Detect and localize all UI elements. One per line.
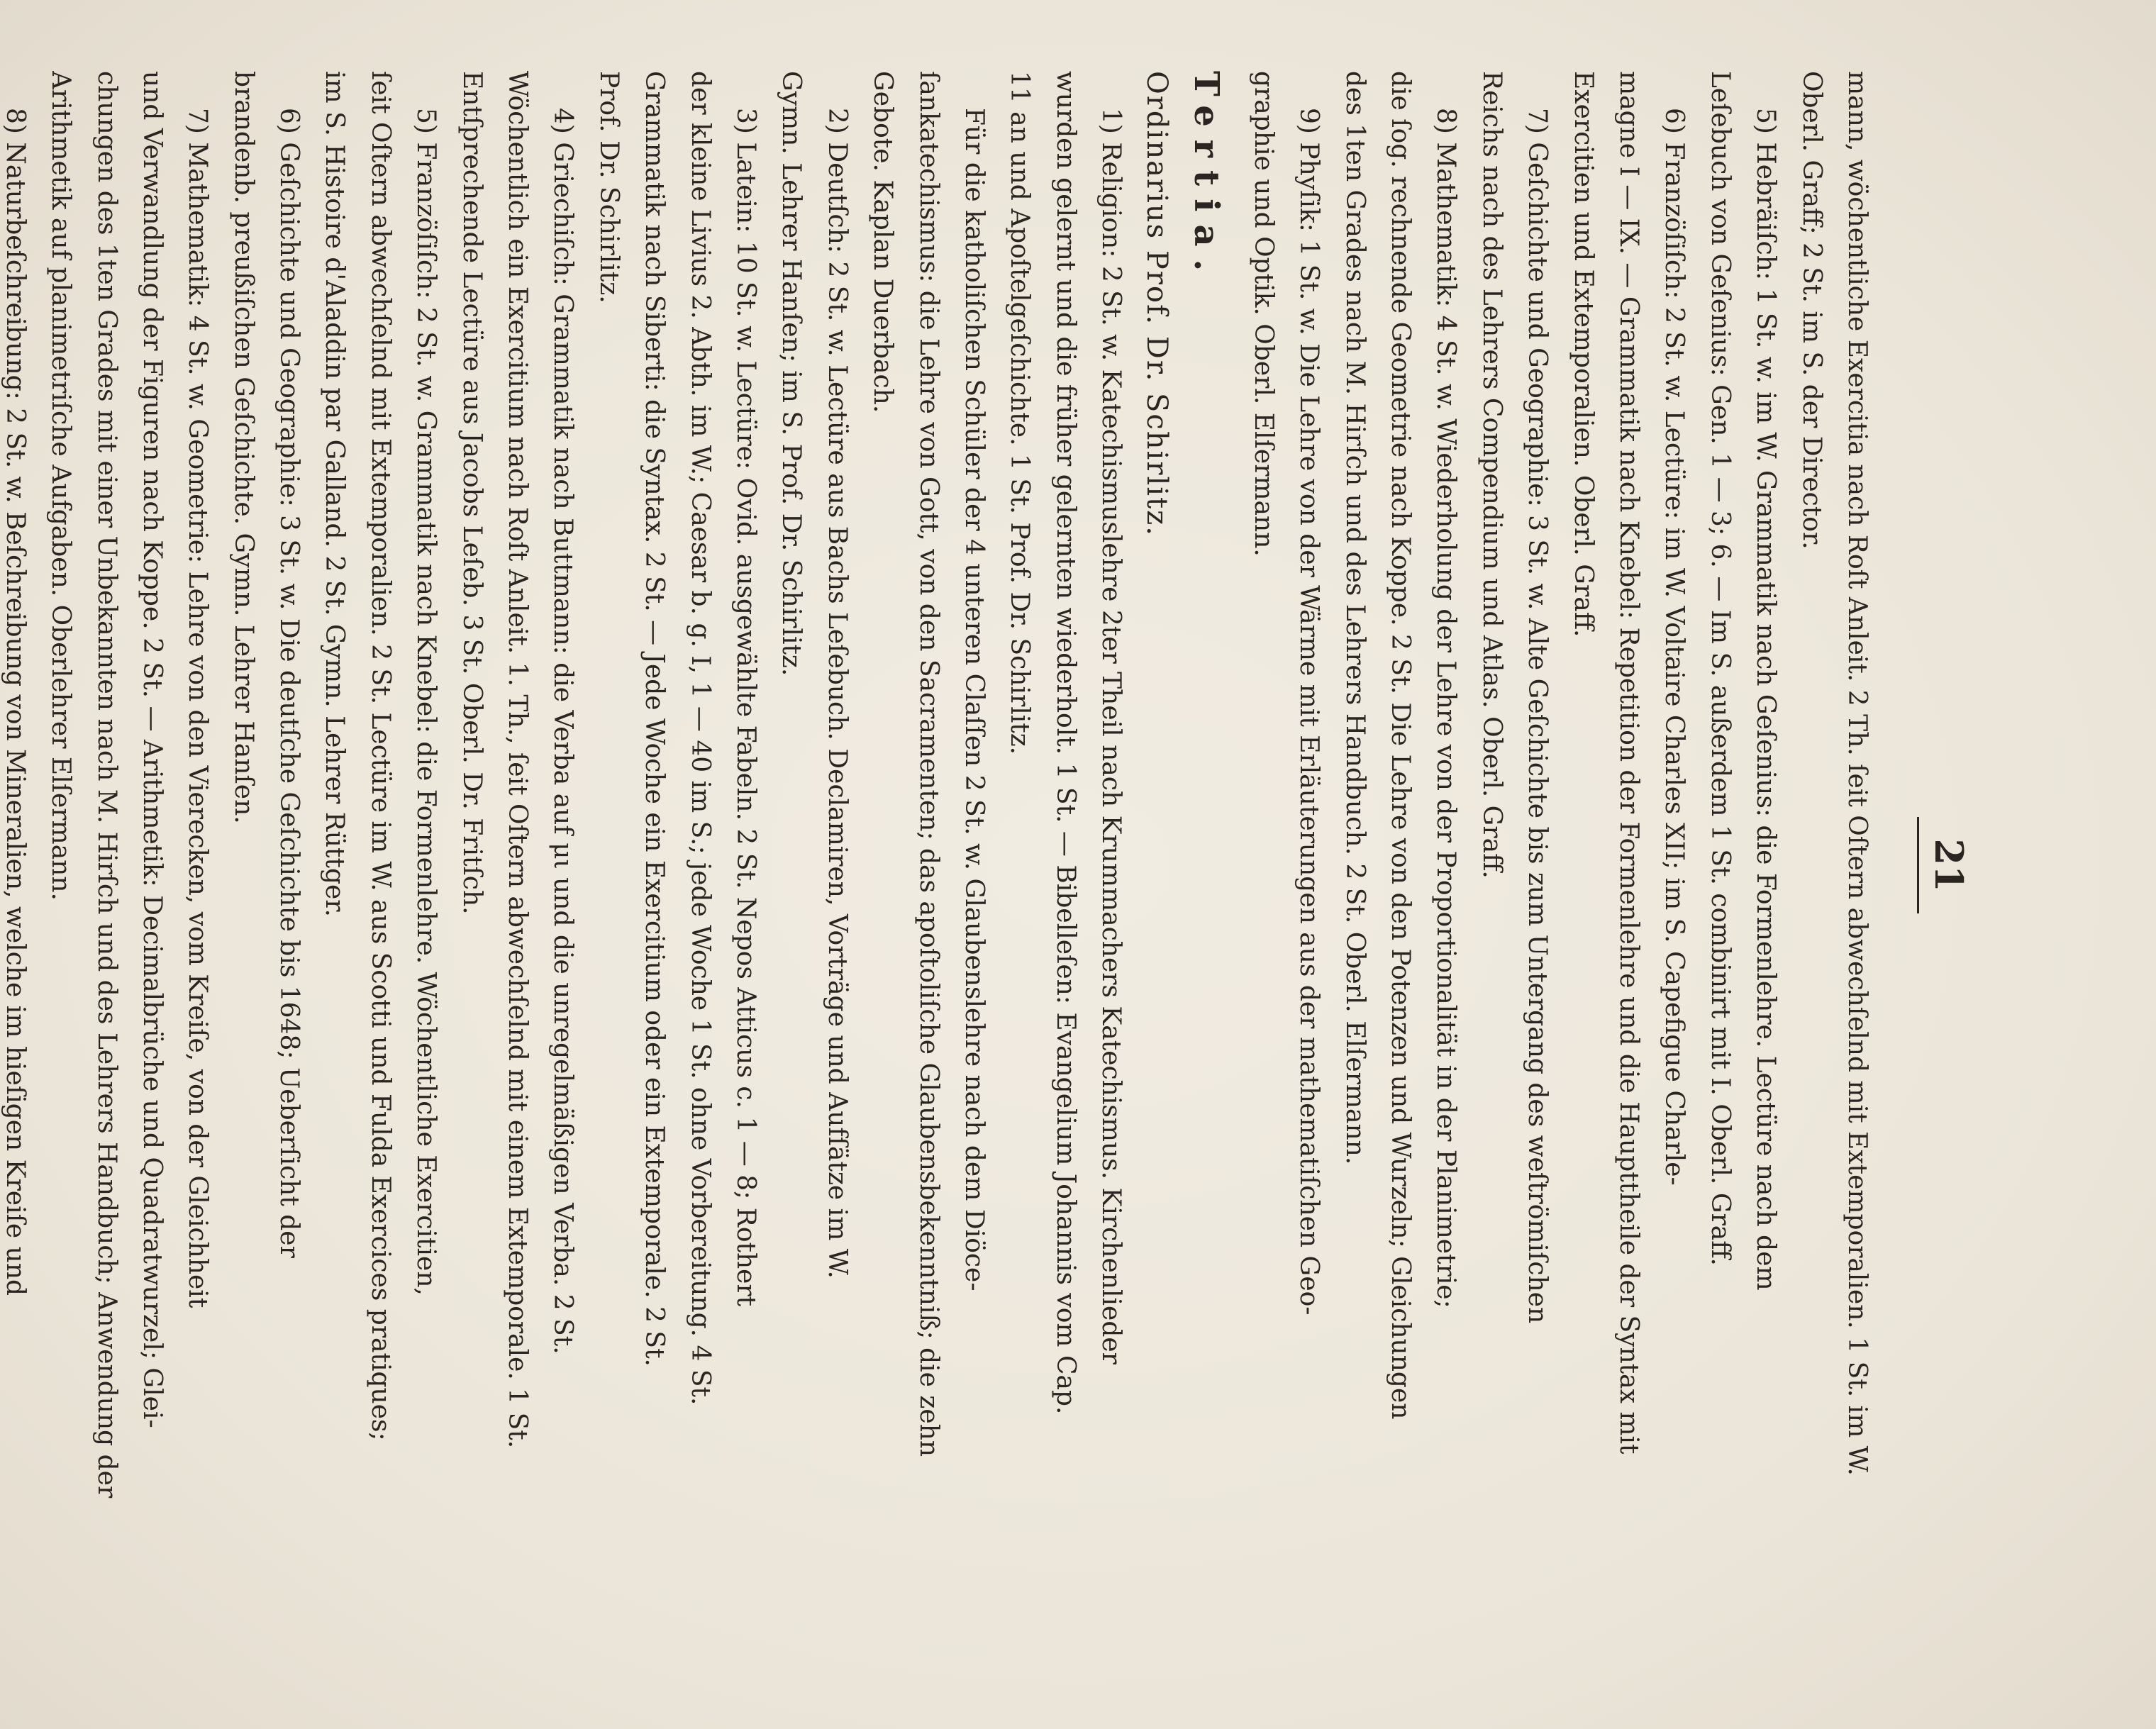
text-line: der kleine Livius 2. Abth. im W.; Caesar b. g. I, 1 — 40 im S.; jede Woche 1 St. ohne Vorbereitung. 4 St. — [685, 71, 715, 1406]
text-line: die ſog. rechnende Geometrie nach Koppe. 2 St. Die Lehre von den Potenzen und Wurzeln; Gleichungen — [1386, 71, 1416, 1420]
text-line: brandenb. preußiſchen Geſchichte. Gymn. Lehrer Hanſen. — [228, 71, 258, 824]
text-line: Grammatik nach Siberti: die Syntax. 2 St. — Jede Woche ein Exercitium oder ein Extemporale. 2 St. — [640, 71, 669, 1367]
text-line: ſeit Oſtern abwechſelnd mit Extemporalien. 2 St. Lectüre im W. aus Scotti und Fulda Exercices pratiques; — [365, 71, 395, 1441]
text-line: 11 an und Apoſtelgeſchichte. 1 St. Prof. Dr. Schirlitz. — [1005, 71, 1035, 755]
text-line: Reichs nach des Lehrers Compendium und Atlas. Oberl. Graff. — [1477, 71, 1506, 879]
text-line: Arithmetik auf planimetriſche Aufgaben. Oberlehrer Elſermann. — [46, 71, 76, 901]
page-number-container — [1917, 71, 1972, 1659]
text-line: 1) Religion: 2 St. w. Katechismuslehre 2ter Theil nach Krummachers Katechismus. Kirchenlieder — [1096, 108, 1126, 1364]
page-number: 21 — [1917, 817, 1972, 913]
text-line: 4) Griechiſch: Grammatik nach Buttmann: die Verba auf μι und die unregelmäßigen Verba. 2 St. — [548, 108, 578, 1355]
text-line: 8) Naturbeſchreibung: 2 St. w. Beſchreibung von Mineralien, welche im hieſigen Kreiſe und — [0, 108, 30, 1296]
text-line: 6) Geſchichte und Geographie: 3 St. w. Die deutſche Geſchichte bis 1648; Ueberſicht der — [274, 108, 304, 1258]
text-line: Oberl. Graff; 2 St. im S. der Director. — [1796, 71, 1826, 550]
text-line: 5) Franzöſiſch: 2 St. w. Grammatik nach Knebel: die Formenlehre. Wöchentliche Exercitien, — [411, 108, 441, 1296]
text-line: 2) Deutſch: 2 St. w. Lectüre aus Bachs Leſebuch. Declamiren, Vorträge und Aufſätze im W. — [822, 108, 852, 1279]
text-line: Exercitien und Extemporalien. Oberl. Graff. — [1568, 71, 1598, 638]
text-line: graphie und Optik. Oberl. Elſermann. — [1248, 71, 1278, 557]
section-subtitle: Ordinarius Prof. Dr. Schirlitz. — [1140, 71, 1173, 537]
text-line: chungen des 1ten Grades mit einer Unbekannten nach M. Hirſch und des Lehrers Handbuch; Anwendung der — [91, 71, 121, 1499]
text-line: Prof. Dr. Schirlitz. — [594, 71, 623, 304]
section-title: Tertia. — [1186, 71, 1226, 284]
text-line: Leſebuch von Geſenius: Gen. 1 — 3; 6. — Im S. außerdem 1 St. combinirt mit I. Oberl. Graff. — [1705, 71, 1735, 1266]
rotated-text-block — [0, 71, 1986, 1659]
text-line: 8) Mathematik: 4 St. w. Wiederholung der Lehre von der Proportionalität in der Planimetrie; — [1431, 108, 1461, 1308]
text-line: mann, wöchentliche Exercitia nach Roſt Anleit. 2 Th. ſeit Oſtern abwechſelnd mit Extemporalien. 1 St. im W. — [1843, 71, 1872, 1476]
text-line: 3) Latein: 10 St. w. Lectüre: Ovid. ausgewählte Fabeln. 2 St. Nepos Atticus c. 1 — 8; Rothert — [731, 108, 761, 1307]
text-line: des 1ten Grades nach M. Hirſch und des Lehrers Handbuch. 2 St. Oberl. Elſermann. — [1340, 71, 1369, 1165]
text-line: im S. Histoire d'Aladdin par Galland. 2 St. Gymn. Lehrer Rüttger. — [320, 71, 350, 917]
body-text — [0, 71, 1879, 1659]
text-line: magne I — IX. — Grammatik nach Knebel: Repetition der Formenlehre und die Haupttheile der Syntax mit — [1614, 71, 1644, 1455]
text-line: Gebote. Kaplan Duerbach. — [868, 71, 898, 413]
text-line: und Verwandlung der Figuren nach Koppe. 2 St. — Arithmetik: Decimalbrüche und Quadratwurzel; Glei- — [137, 71, 167, 1428]
text-line: 7) Geſchichte und Geographie: 3 St. w. Alte Geſchichte bis zum Untergang des weſtrömiſchen — [1523, 108, 1552, 1324]
text-line: Entſprechende Lectüre aus Jacobs Leſeb. 3 St. Oberl. Dr. Fritſch. — [457, 71, 487, 915]
text-line: Gymn. Lehrer Hanſen; im S. Prof. Dr. Schirlitz. — [777, 71, 806, 677]
text-line: ſankatechismus: die Lehre von Gott, von den Sacramenten; das apoſtoliſche Glaubensbekenntniß; die zehn — [913, 71, 943, 1457]
text-line: 7) Mathematik: 4 St. w. Geometrie: Lehre von den Vierecken, vom Kreiſe, von der Gleichheit — [183, 108, 213, 1308]
text-line: 6) Franzöſiſch: 2 St. w. Lectüre: im W. Voltaire Charles XII; im S. Capefigue Charle- — [1660, 108, 1689, 1186]
text-line: 5) Hebräiſch: 1 St. w. im W. Grammatik nach Geſenius: die Formenlehre. Lectüre nach dem — [1751, 108, 1781, 1291]
text-line: Für die katholiſchen Schüler der 4 unteren Claſſen 2 St. w. Glaubenslehre nach dem Diöce- — [959, 108, 989, 1291]
text-line: wurden gelernt und die früher gelernten wiederholt. 1 St. — Bibelleſen: Evangelium Johannis vom Cap. — [1050, 71, 1080, 1415]
text-line: 9) Phyſik: 1 St. w. Die Lehre von der Wärme mit Erläuterungen aus der mathematiſchen Geo- — [1294, 108, 1324, 1316]
text-line: Wöchentlich ein Exercitium nach Roſt Anleit. 1. Th., ſeit Oſtern abwechſelnd mit einem Extemporale. 1 St. — [503, 71, 533, 1449]
